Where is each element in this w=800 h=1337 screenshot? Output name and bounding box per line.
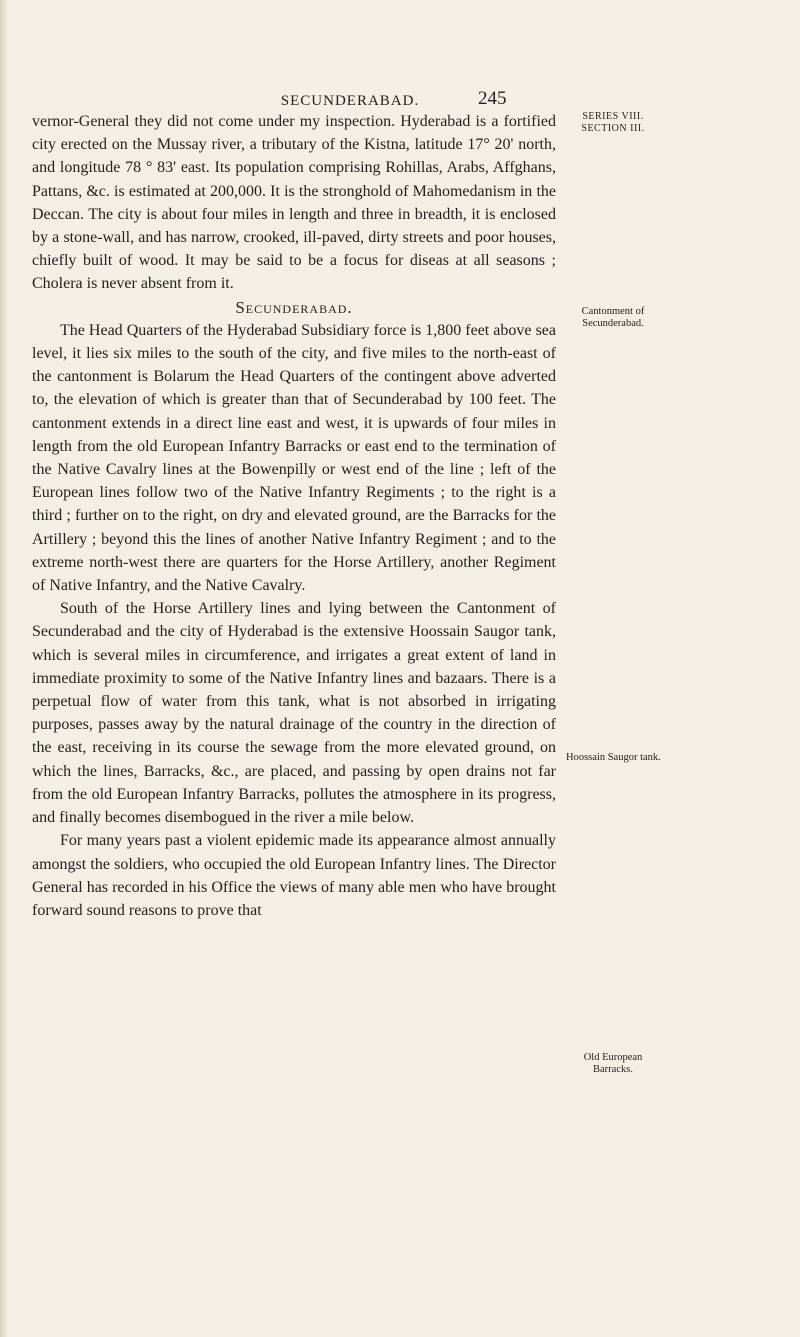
body-text [32,110,556,922]
margin-note-hoossain: Hoossain Saugor tank. [566,752,661,763]
section-heading: Secunderabad. [235,297,353,317]
series-label: SERIES VIII. [582,111,644,122]
paragraph-4: For many years past a violent epidemic made its appearance almost annually amongst the soldiers, who occupied the old European Infantry lines. The Director General has recorded in his Office the views of many able men who have brought forward sound reasons to prove that [32,832,556,919]
margin-note-series [563,111,663,134]
page-edge-shadow [0,0,8,1337]
margin-note-cantonment: Cantonment of Secunderabad. [581,306,645,329]
paragraph-2: The Head Quarters of the Hyderabad Subsidiary force is 1,800 feet above sea level, it lies six miles to the south of the city, and five miles to the north-east of the cantonment is Bolarum the Head Quarters of the contingent above adverted to, the elevation of which is greater than that of Secunderabad by 100 feet. The cantonment extends in a direct line east and west, it is upwards of four miles in length from the old European Infantry Barracks or east end to the termination of the Native Cavalry lines at the Bowenpilly or west end of the line ; left of the European lines follow two of the Native Infantry Regiments ; to the right is a third ; further on to the right, on dry and elevated ground, are the Barracks for the Artillery ; beyond this the lines of another Native Infantry Regiment ; and to the extreme north-west there are quarters for the Horse Artillery, another Regiment of Native Infantry, and the Native Cavalry. [32,321,556,595]
paragraph-3: South of the Horse Artillery lines and lying between the Cantonment of Secunderabad and the city of Hyderabad is the extensive Hoossain Saugor tank, which is several miles in circumference, and irrigates a great extent of land in immediate proximity to some of the Native Infantry lines and bazaars. There is a perpetual flow of water from this tank, what is not absorbed in irrigating purposes, passes away by the natural drainage of the country in the direction of the east, receiving in its course the sewage from the more elevated ground, on which the lines, Barracks, &c., are placed, and passing by open drains not far from the old European Infantry Barracks, pollutes the atmosphere in its progress, and finally becomes disembogued in the river a mile below. [32,600,556,827]
paragraph-1: vernor-General they did not come under my inspection. Hyderabad is a fortified city erected on the Mussay river, a tributary of the Kistna, latitude 17° 20' north, and longitude 78 ° 83' east. Its population comprising Rohillas, Arabs, Affghans, Pattans, &c. is estimated at 200,000. It is the stronghold of Mahomedanism in the Deccan. The city is about four miles in length and three in breadth, it is enclosed by a stone-wall, and has narrow, crooked, ill-paved, dirty streets and poor houses, chiefly built of wood. It may be said to be a focus for diseas at all seasons ; Cholera is never absent from it. [32,113,556,293]
page-number: 245 [478,88,507,109]
running-title: SECUNDERABAD. [280,93,420,109]
section-label: SECTION III. [581,122,645,134]
margin-note-old-barracks: Old European Barracks. [583,1052,643,1075]
